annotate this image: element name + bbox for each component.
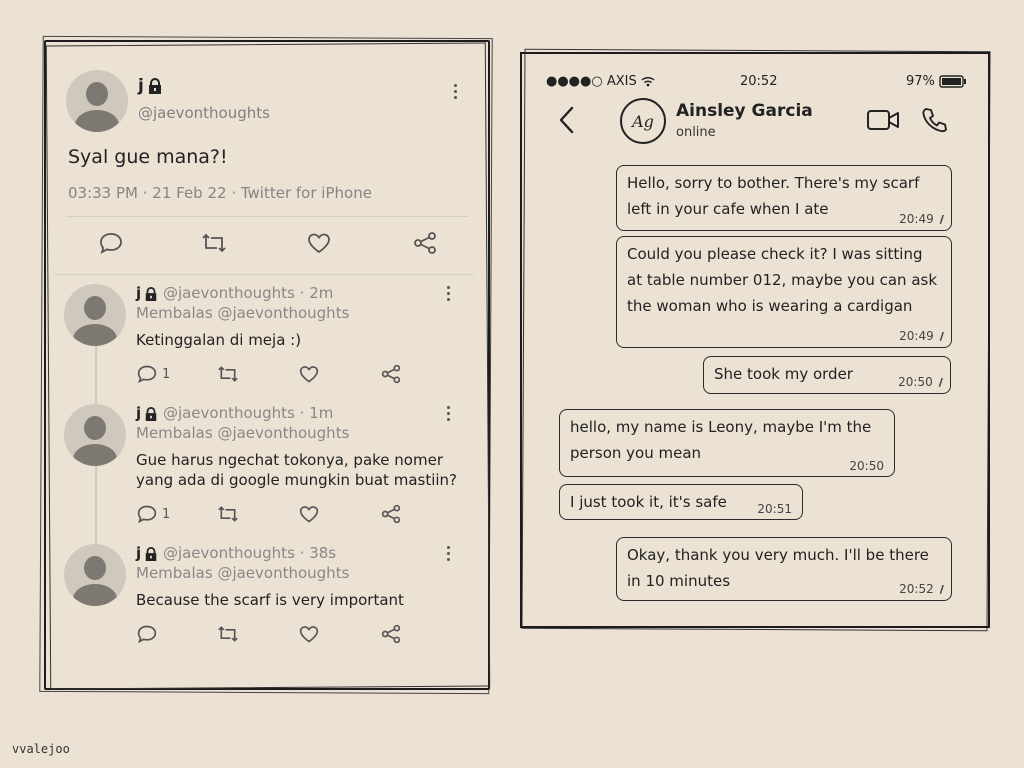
contact-avatar[interactable]: Ag — [620, 98, 666, 144]
message-text: Okay, thank you very much. I'll be there in 10 minutes — [627, 546, 929, 590]
avatar[interactable] — [64, 284, 126, 346]
more-options-icon[interactable] — [447, 286, 451, 301]
battery-icon — [939, 75, 967, 88]
more-options-icon[interactable] — [447, 546, 451, 561]
handle-time: @jaevonthoughts · 38s — [162, 544, 337, 562]
share-icon[interactable] — [380, 504, 402, 524]
reply-icon[interactable] — [136, 504, 158, 524]
author-name: j — [138, 76, 144, 96]
reply-count: 1 — [162, 507, 171, 522]
status-bar — [546, 74, 972, 90]
avatar[interactable] — [64, 544, 126, 606]
reply-icon[interactable] — [136, 364, 158, 384]
more-options-icon[interactable] — [447, 406, 451, 421]
message-bubble-outgoing[interactable] — [703, 356, 951, 394]
author-name: j — [136, 284, 142, 302]
reply-text: Gue harus ngechat tokonya, pake nomer yang ada di google mungkin buat mastiin? — [136, 451, 458, 489]
author-name: j — [136, 404, 142, 422]
replying-to[interactable]: Membalas @jaevonthoughts — [136, 564, 350, 582]
reply-count: 1 — [162, 367, 171, 382]
message-bubble-outgoing[interactable] — [616, 165, 952, 231]
read-ticks-icon: // — [938, 376, 940, 389]
author-handle[interactable]: @jaevonthoughts — [138, 104, 270, 122]
retweet-icon[interactable] — [216, 504, 240, 524]
read-ticks-icon: // — [939, 213, 941, 226]
message-time: 20:50 — [849, 459, 884, 473]
message-time: 20:51 — [757, 502, 792, 516]
lock-icon — [144, 407, 158, 421]
like-icon[interactable] — [298, 624, 320, 644]
replying-to[interactable]: Membalas @jaevonthoughts — [136, 304, 350, 322]
message-text: She took my order — [714, 365, 853, 383]
reply-header[interactable] — [136, 544, 336, 562]
like-icon[interactable] — [298, 504, 320, 524]
reply-icon[interactable] — [136, 624, 158, 644]
reply-tweet — [64, 284, 464, 404]
message-bubble-outgoing[interactable] — [616, 537, 952, 601]
main-tweet — [66, 66, 476, 266]
message-bubble-incoming[interactable] — [559, 409, 895, 477]
reply-tweet — [64, 404, 464, 524]
message-time: 20:49 // — [899, 329, 941, 343]
reply-actions — [136, 364, 406, 386]
reply-text: Ketinggalan di meja :) — [136, 331, 302, 349]
like-icon[interactable] — [298, 364, 320, 384]
retweet-icon[interactable] — [216, 364, 240, 384]
replying-to[interactable]: Membalas @jaevonthoughts — [136, 424, 350, 442]
reply-header[interactable] — [136, 284, 333, 302]
divider — [66, 216, 468, 217]
handle-time: @jaevonthoughts · 2m — [162, 284, 334, 302]
share-icon[interactable] — [412, 231, 438, 255]
message-time: 20:52 // — [899, 582, 941, 596]
phone-call-icon[interactable] — [920, 106, 948, 134]
reply-tweet — [64, 544, 464, 664]
retweet-icon[interactable] — [200, 231, 228, 255]
message-bubble-outgoing[interactable] — [616, 236, 952, 348]
message-text: hello, my name is Leony, maybe I'm the person you mean — [570, 418, 872, 462]
divider — [54, 274, 474, 275]
video-call-icon[interactable] — [866, 108, 900, 132]
tweet-actions — [96, 231, 446, 257]
avatar[interactable] — [64, 404, 126, 466]
message-text: I just took it, it's safe — [570, 493, 727, 511]
read-ticks-icon: // — [939, 583, 941, 596]
clock: 20:52 — [740, 74, 778, 89]
read-ticks-icon: // — [939, 330, 941, 343]
handle-time: @jaevonthoughts · 1m — [162, 404, 334, 422]
tweet-meta: 03:33 PM · 21 Feb 22 · Twitter for iPhone — [68, 184, 372, 202]
tweet-author[interactable] — [138, 76, 163, 96]
artist-signature: vvalejoo — [12, 742, 70, 756]
message-time: 20:49 // — [899, 212, 941, 226]
message-text: Could you please check it? I was sitting at table number 012, maybe you can ask the woman who is wearing a cardigan — [627, 245, 938, 315]
carrier: ●●●●○ AXIS — [546, 74, 655, 89]
reply-actions — [136, 504, 406, 526]
wifi-icon — [641, 76, 655, 87]
message-time: 20:50 // — [898, 375, 940, 389]
author-name: j — [136, 544, 142, 562]
share-icon[interactable] — [380, 624, 402, 644]
share-icon[interactable] — [380, 364, 402, 384]
more-options-icon[interactable] — [454, 84, 458, 99]
lock-icon — [147, 78, 163, 94]
lock-icon — [144, 547, 158, 561]
back-arrow-icon[interactable] — [556, 104, 578, 136]
like-icon[interactable] — [306, 231, 332, 255]
retweet-icon[interactable] — [216, 624, 240, 644]
message-bubble-incoming[interactable] — [559, 484, 803, 520]
message-text: Hello, sorry to bother. There's my scarf left in your cafe when I ate — [627, 174, 920, 218]
reply-header[interactable] — [136, 404, 333, 422]
reply-text: Because the scarf is very important — [136, 591, 404, 609]
contact-status: online — [676, 125, 716, 140]
reply-actions — [136, 624, 406, 646]
contact-name[interactable]: Ainsley Garcia — [676, 101, 813, 121]
reply-icon[interactable] — [98, 231, 124, 255]
battery: 97% — [906, 74, 967, 89]
avatar[interactable] — [66, 70, 128, 132]
tweet-text: Syal gue mana?! — [68, 146, 228, 168]
lock-icon — [144, 287, 158, 301]
